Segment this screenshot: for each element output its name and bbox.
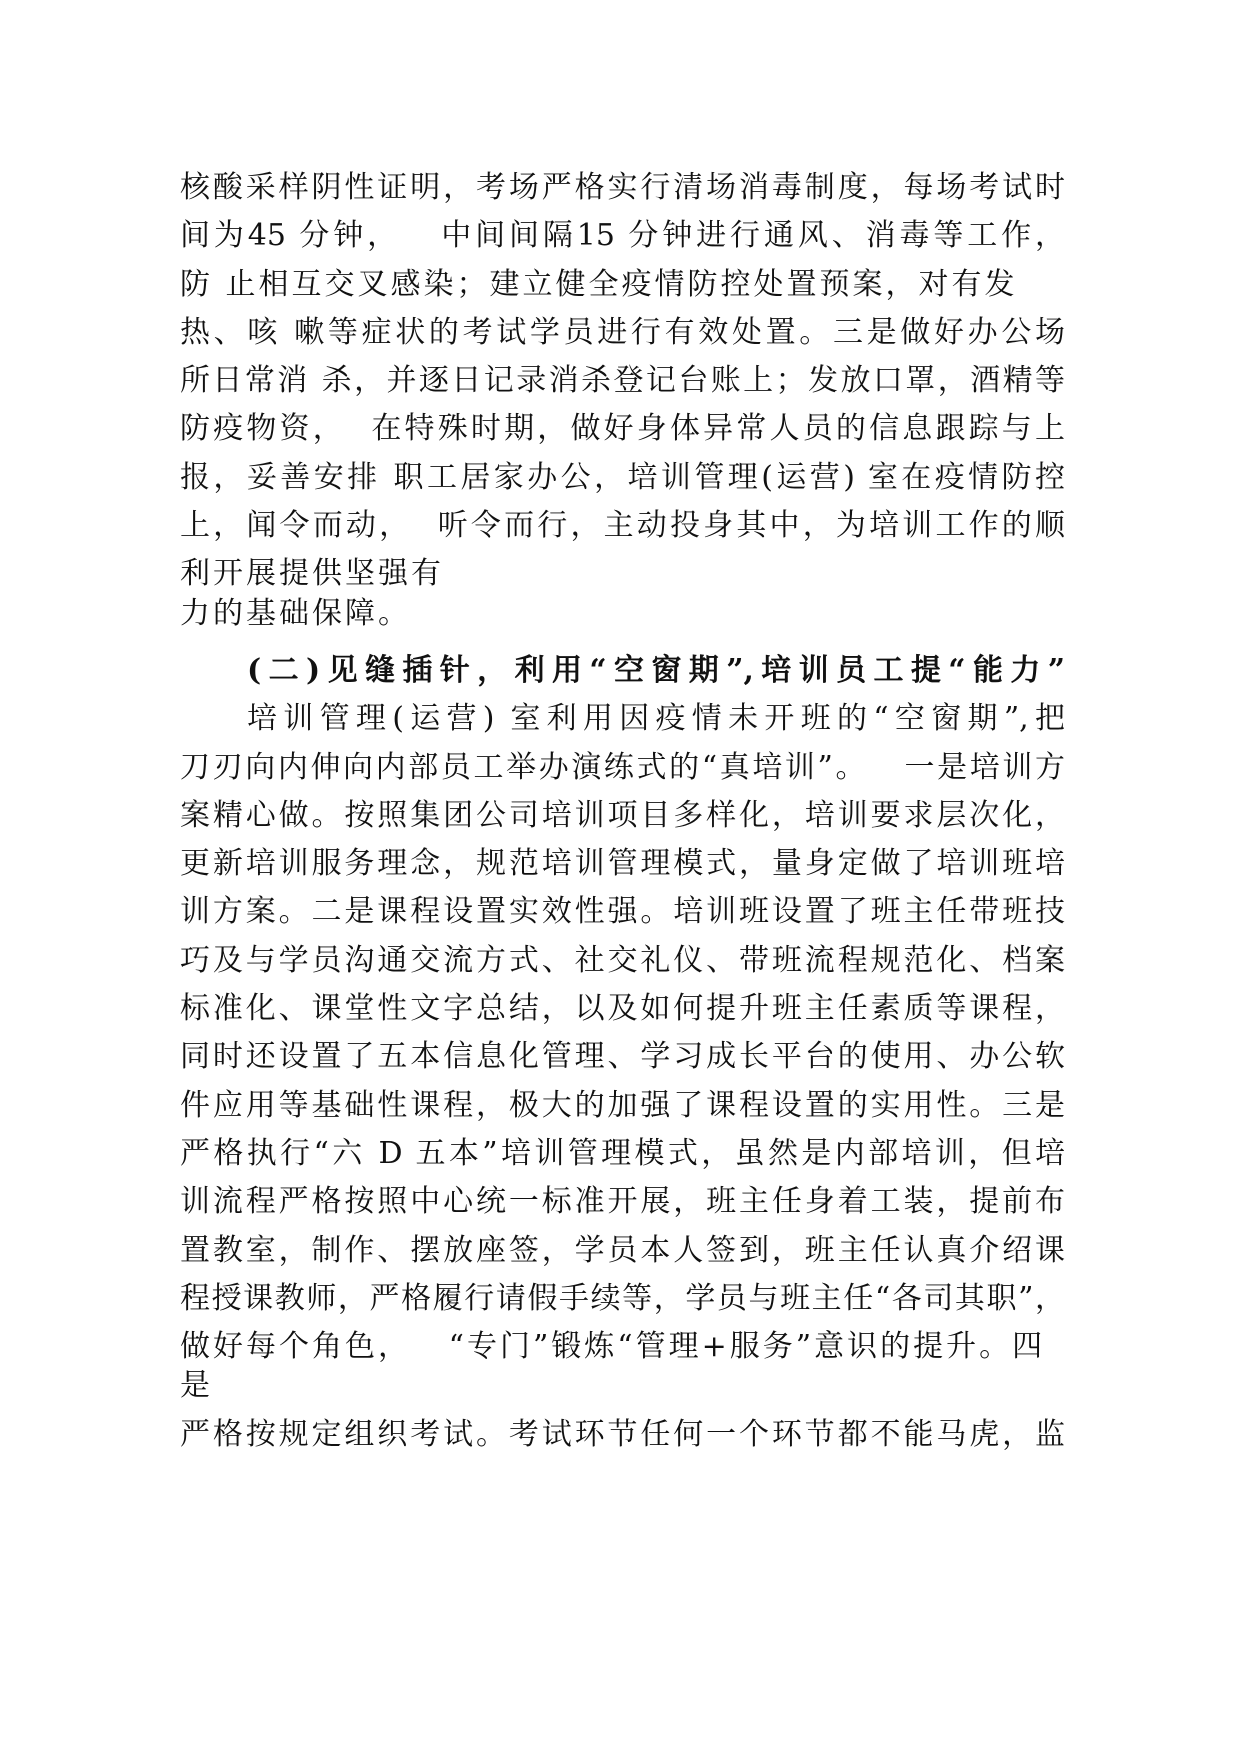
text-line: 间为45 分钟， 中间间隔15 分钟进行通风、消毒等工作， — [180, 218, 1065, 254]
text-line: 防疫物资， 在特殊时期，做好身体异常人员的信息跟踪与上 — [180, 411, 1065, 447]
text-line: 上，闻令而动， 听令而行，主动投身其中，为培训工作的顺 — [180, 508, 1065, 544]
text-line: 核酸采样阴性证明，考场严格实行清场消毒制度，每场考试时 — [180, 170, 1065, 205]
text-line: 程授课教师，严格履行请假手续等，学员与班主任“各司其职”， — [180, 1280, 1065, 1316]
text-line: 所日常消 杀，并逐日记录消杀登记台账上；发放口罩，酒精等 — [180, 363, 1065, 399]
section-heading: (二)见缝插针，利用“空窗期”,培训员工提“能力” — [247, 652, 1065, 688]
text-column — [180, 164, 1065, 1459]
text-line: 利开展提供坚强有 — [180, 556, 444, 592]
text-line: 是 — [180, 1368, 213, 1404]
text-line: 做好每个角色， “专门”锻炼“管理+服务”意识的提升。四 — [180, 1329, 1046, 1365]
text-line: 件应用等基础性课程，极大的加强了课程设置的实用性。三是 — [180, 1087, 1065, 1123]
text-line: 报，妥善安排 职工居家办公，培训管理(运营) 室在疫情防控 — [180, 459, 1065, 495]
text-line: 防 止相互交叉感染；建立健全疫情防控处置预案，对有发 — [180, 266, 1018, 302]
text-line: 案精心做。按照集团公司培训项目多样化，培训要求层次化， — [180, 797, 1065, 833]
text-line: 置教室，制作、摆放座签，学员本人签到，班主任认真介绍课 — [180, 1232, 1065, 1268]
text-line: 标准化、课堂性文字总结，以及如何提升班主任素质等课程， — [180, 991, 1065, 1027]
text-line: 巧及与学员沟通交流方式、社交礼仪、带班流程规范化、档案 — [180, 942, 1065, 978]
text-line: 严格按规定组织考试。考试环节任何一个环节都不能马虎，监 — [180, 1416, 1065, 1452]
text-line: 力的基础保障。 — [180, 595, 411, 631]
text-line: 培训管理(运营) 室利用因疫情未开班的“空窗期”,把 — [247, 701, 1065, 737]
text-line: 训方案。二是课程设置实效性强。培训班设置了班主任带班技 — [180, 894, 1065, 930]
text-line: 更新培训服务理念，规范培训管理模式，量身定做了培训班培 — [180, 846, 1065, 882]
text-line: 严格执行“六 D 五本”培训管理模式，虽然是内部培训，但培 — [180, 1135, 1065, 1171]
text-line: 训流程严格按照中心统一标准开展，班主任身着工装，提前布 — [180, 1184, 1065, 1220]
text-line: 热、咳 嗽等症状的考试学员进行有效处置。三是做好办公场 — [180, 314, 1065, 350]
text-line: 同时还设置了五本信息化管理、学习成长平台的使用、办公软 — [180, 1039, 1065, 1075]
text-line: 刀刃向内伸向内部员工举办演练式的“真培训”。 一是培训方 — [180, 749, 1065, 785]
